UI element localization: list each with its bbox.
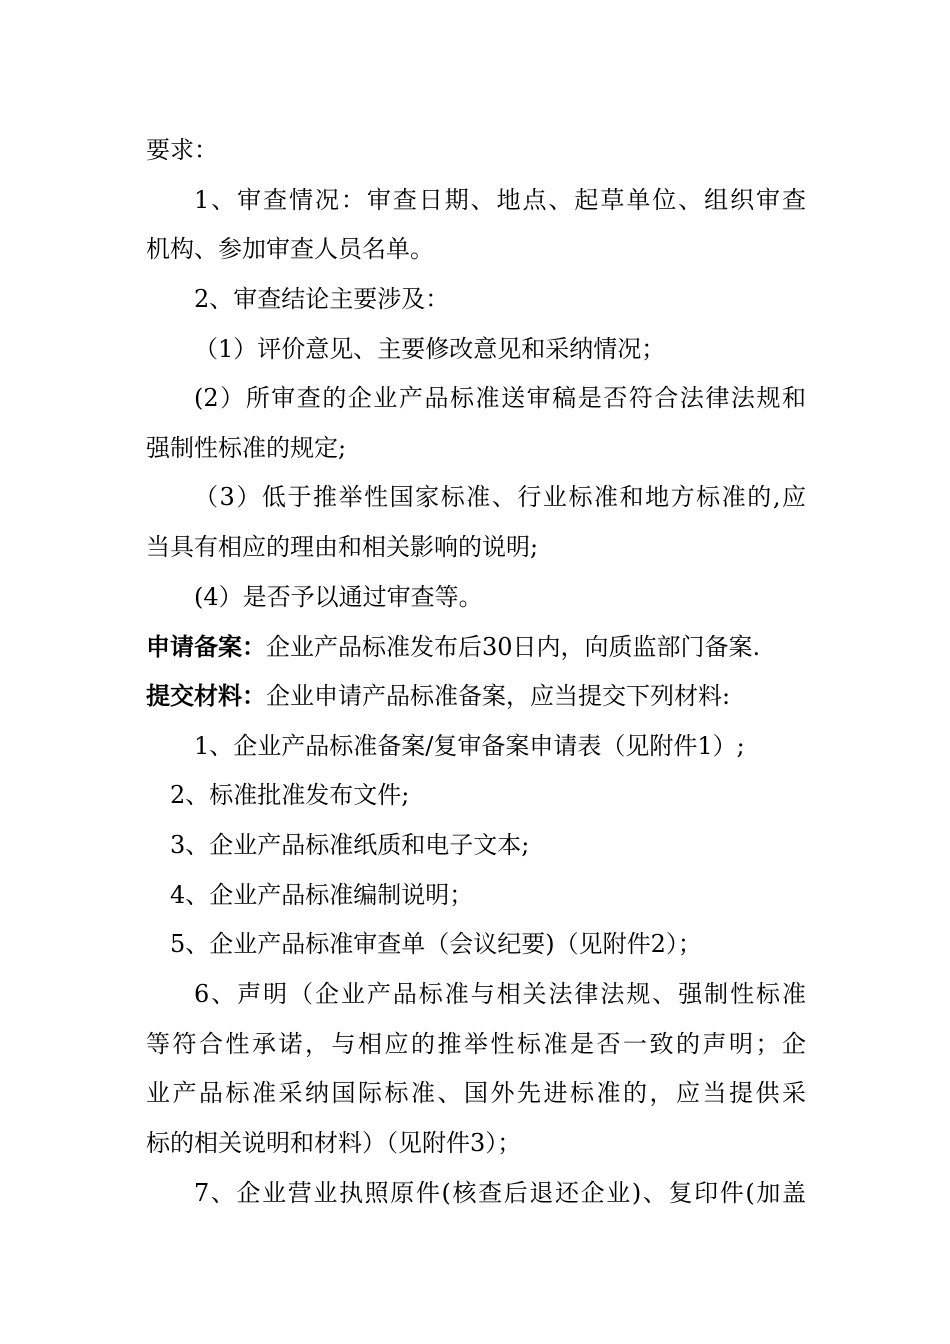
text-line-material-4: 4、企业产品标准编制说明； [170, 881, 474, 909]
text-line-item-1: （1）评价意见、主要修改意见和采纳情况； [194, 335, 666, 363]
text-line-material-7: 7、企业营业执照原件(核查后退还企业)、复印件(加盖 [194, 1179, 806, 1207]
text-line-item-3: （3）低于推举性国家标准、行业标准和地方标准的,应 [194, 483, 806, 511]
text-line-item-2-cont: 强制性标准的规定; [146, 434, 347, 462]
text-line-item-4: (4）是否予以通过审查等。 [194, 583, 483, 611]
filing-text: 企业产品标准发布后30日内，向质监部门备案. [266, 633, 761, 661]
text-line-material-6-cont-3: 标的相关说明和材料）（见附件3）； [146, 1129, 522, 1157]
text-line-material-3: 3、企业产品标准纸质和电子文本; [170, 831, 530, 859]
text-line-material-1: 1、企业产品标准备案/复审备案申请表（见附件1）; [194, 732, 745, 760]
filing-label: 申请备案： [146, 632, 266, 661]
text-line-materials [146, 681, 730, 711]
text-line-review-status: 1、审查情况：审查日期、地点、起草单位、组织审查 [194, 186, 806, 214]
text-line-review-status-cont: 机构、参加审查人员名单。 [146, 235, 434, 263]
text-line-item-3-cont: 当具有相应的理由和相关影响的说明; [146, 533, 539, 561]
text-line-filing [146, 632, 760, 662]
text-line-material-5: 5、企业产品标准审查单（会议纪要)（见附件2）； [170, 930, 702, 958]
text-line-requirements: 要求： [146, 136, 218, 164]
text-line-material-6: 6、声明（企业产品标准与相关法律法规、强制性标准 [194, 980, 806, 1008]
text-line-material-6-cont-1: 等符合性承诺，与相应的推举性标准是否一致的声明；企 [146, 1030, 806, 1058]
materials-text: 企业申请产品标准备案，应当提交下列材料: [266, 682, 731, 710]
text-line-conclusion: 2、审查结论主要涉及： [194, 285, 450, 313]
text-line-material-6-cont-2: 业产品标准采纳国际标准、国外先进标准的，应当提供采 [146, 1079, 806, 1107]
materials-label: 提交材料： [146, 681, 266, 710]
text-line-item-2: (2）所审查的企业产品标准送审稿是否符合法律法规和 [194, 384, 806, 412]
text-line-material-2: 2、标准批准发布文件; [170, 781, 410, 809]
